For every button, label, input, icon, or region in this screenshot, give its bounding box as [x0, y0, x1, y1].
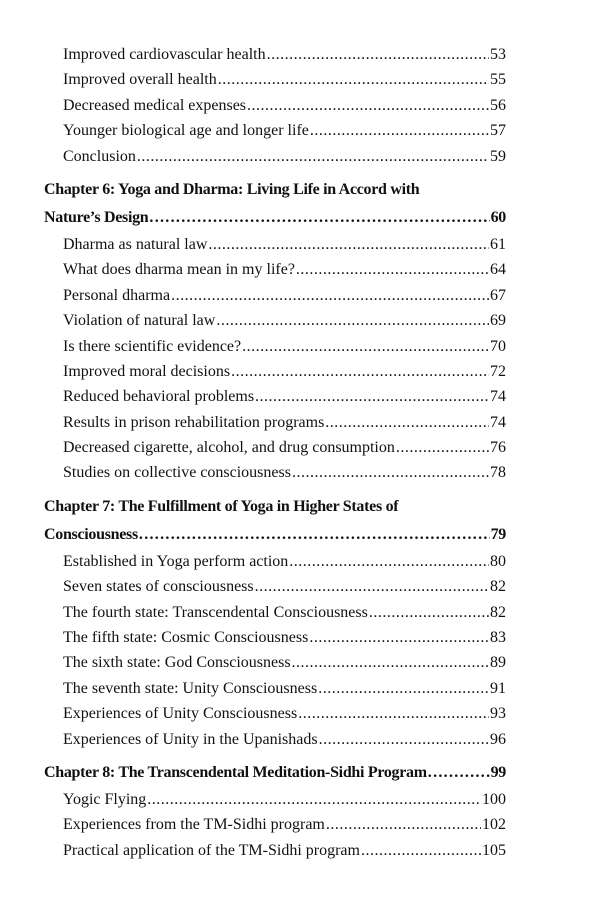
leader-dots: [149, 204, 489, 232]
toc-entry: [44, 359, 506, 384]
toc-entry-page: 89: [490, 654, 506, 672]
toc-entry-page: 74: [490, 388, 506, 406]
toc-entry-page: 76: [490, 439, 506, 457]
chapter-section: [44, 176, 506, 486]
toc-entry-page: 91: [490, 679, 506, 697]
intro-entry-group: [44, 42, 506, 169]
toc-entry: [44, 549, 506, 574]
leader-dots: [139, 521, 490, 549]
leader-dots: [309, 625, 489, 650]
toc-entry-title: Dharma as natural law: [63, 235, 208, 253]
toc-entry: [44, 283, 506, 308]
leader-dots: [216, 308, 489, 333]
chapter-title: Chapter 8: The Transcendental Meditation-Sidhi Program: [44, 763, 427, 781]
chapter-heading-line: [44, 176, 506, 204]
toc-entry-page: 59: [490, 147, 506, 165]
toc-entry-title: Studies on collective consciousness: [63, 464, 291, 482]
leader-dots: [396, 435, 489, 460]
chapter-heading-line: [44, 521, 506, 549]
toc-entry: [44, 701, 506, 726]
toc-entry-page: 53: [490, 46, 506, 63]
leader-dots: [310, 118, 489, 143]
toc-entry: [44, 232, 506, 257]
chapter-section: [44, 759, 506, 863]
toc-entry: [44, 600, 506, 625]
toc-entry: [44, 334, 506, 359]
leader-dots: [255, 574, 489, 599]
chapter-section: [44, 493, 506, 752]
toc-entry-title: Improved moral decisions: [63, 362, 231, 380]
toc-entry-page: 105: [482, 841, 506, 859]
toc-entry-title: The fifth state: Cosmic Consciousness: [63, 629, 309, 647]
toc-entry: [44, 676, 506, 701]
toc-entry: [44, 787, 506, 812]
toc-entry-page: 96: [490, 730, 506, 748]
leader-dots: [369, 600, 489, 625]
toc-entry: [44, 812, 506, 837]
toc-entry-page: 55: [490, 71, 506, 89]
leader-dots: [137, 144, 489, 169]
toc-entry: [44, 118, 506, 143]
toc-entry-title: The fourth state: Transcendental Consciousness: [63, 603, 368, 621]
toc-entry: [44, 308, 506, 333]
toc-entry-title: Improved overall health: [63, 71, 217, 89]
toc-entry-page: 93: [490, 705, 506, 723]
toc-entry-title: Decreased medical expenses: [63, 96, 247, 114]
toc-entry-title: Practical application of the TM-Sidhi program: [63, 841, 360, 859]
chapter-page: 79: [490, 525, 506, 543]
toc-entry-title: Experiences from the TM-Sidhi program: [63, 816, 325, 834]
toc-entry: [44, 460, 506, 485]
toc-entry-title: Seven states of consciousness: [63, 578, 254, 596]
toc-entry-title: Yogic Flying: [63, 790, 147, 808]
chapter-page: 60: [490, 208, 506, 226]
toc-entry: [44, 838, 506, 863]
toc-entry-page: 78: [490, 464, 506, 482]
chapter-title-continued: Consciousness: [44, 525, 138, 543]
leader-dots: [255, 384, 489, 409]
leader-dots: [289, 549, 489, 574]
leader-dots: [231, 359, 489, 384]
leader-dots: [242, 334, 489, 359]
toc-entry-page: 69: [490, 312, 506, 330]
leader-dots: [208, 232, 489, 257]
toc-entry: [44, 257, 506, 282]
toc-entry: [44, 435, 506, 460]
leader-dots: [247, 93, 489, 118]
toc-entry: [44, 144, 506, 169]
chapter-title: Chapter 7: The Fulfillment of Yoga in Higher States of: [44, 497, 399, 515]
toc-entry-title: Younger biological age and longer life: [63, 122, 309, 140]
toc-entry-page: 72: [490, 362, 506, 380]
leader-dots: [326, 812, 481, 837]
leader-dots: [147, 787, 481, 812]
toc-entry-title: Conclusion: [63, 147, 136, 165]
toc-entry-page: 82: [490, 603, 506, 621]
toc-entry-title: Experiences of Unity Consciousness: [63, 705, 298, 723]
chapter-page: 99: [490, 763, 506, 781]
leader-dots: [218, 67, 489, 92]
chapter-heading-line: [44, 759, 506, 787]
toc-entry-title: Violation of natural law: [63, 312, 216, 330]
leader-dots: [296, 257, 489, 282]
leader-dots: [292, 460, 489, 485]
leader-dots: [428, 759, 490, 787]
toc-entry-page: 80: [490, 552, 506, 570]
toc-entry: [44, 650, 506, 675]
chapter-heading-line: [44, 493, 506, 521]
toc-entry-title: The sixth state: God Consciousness: [63, 654, 291, 672]
leader-dots: [318, 676, 489, 701]
toc-entry-page: 70: [490, 337, 506, 355]
toc-entry-title: Is there scientific evidence?: [63, 337, 242, 355]
chapter-title-continued: Nature’s Design: [44, 208, 149, 226]
leader-dots: [292, 650, 489, 675]
toc-entry-title: Improved cardiovascular health: [63, 46, 266, 63]
toc-entry: [44, 384, 506, 409]
toc-entry-page: 61: [490, 235, 506, 253]
leader-dots: [361, 838, 481, 863]
toc-entry-title: Decreased cigarette, alcohol, and drug consumption: [63, 439, 395, 457]
toc-entry-title: Personal dharma: [63, 286, 171, 304]
leader-dots: [325, 410, 489, 435]
toc-entry-title: What does dharma mean in my life?: [63, 261, 295, 279]
toc-entry-page: 102: [482, 816, 506, 834]
toc-entry: [44, 93, 506, 118]
toc-entry-page: 56: [490, 96, 506, 114]
toc-entry-title: The seventh state: Unity Consciousness: [63, 679, 318, 697]
toc-entry-page: 74: [490, 413, 506, 431]
toc-entry-page: 57: [490, 122, 506, 140]
table-of-contents: [44, 42, 506, 863]
toc-entry-title: Experiences of Unity in the Upanishads: [63, 730, 318, 748]
toc-entry: [44, 625, 506, 650]
leader-dots: [267, 42, 489, 67]
toc-entry-title: Reduced behavioral problems: [63, 388, 255, 406]
toc-entry: [44, 67, 506, 92]
leader-dots: [298, 701, 489, 726]
toc-entry: [44, 574, 506, 599]
toc-entry-page: 100: [482, 790, 506, 808]
toc-entry: [44, 410, 506, 435]
toc-entry-title: Results in prison rehabilitation programs: [63, 413, 325, 431]
toc-entry-page: 83: [490, 629, 506, 647]
leader-dots: [319, 727, 489, 752]
chapter-title: Chapter 6: Yoga and Dharma: Living Life in Accord with: [44, 180, 420, 198]
toc-entry: [44, 42, 506, 67]
toc-entry: [44, 727, 506, 752]
toc-entry-page: 82: [490, 578, 506, 596]
toc-entry-title: Established in Yoga perform action: [63, 552, 289, 570]
toc-entry-page: 67: [490, 286, 506, 304]
leader-dots: [171, 283, 489, 308]
toc-entry-page: 64: [490, 261, 506, 279]
chapter-heading-line: [44, 204, 506, 232]
